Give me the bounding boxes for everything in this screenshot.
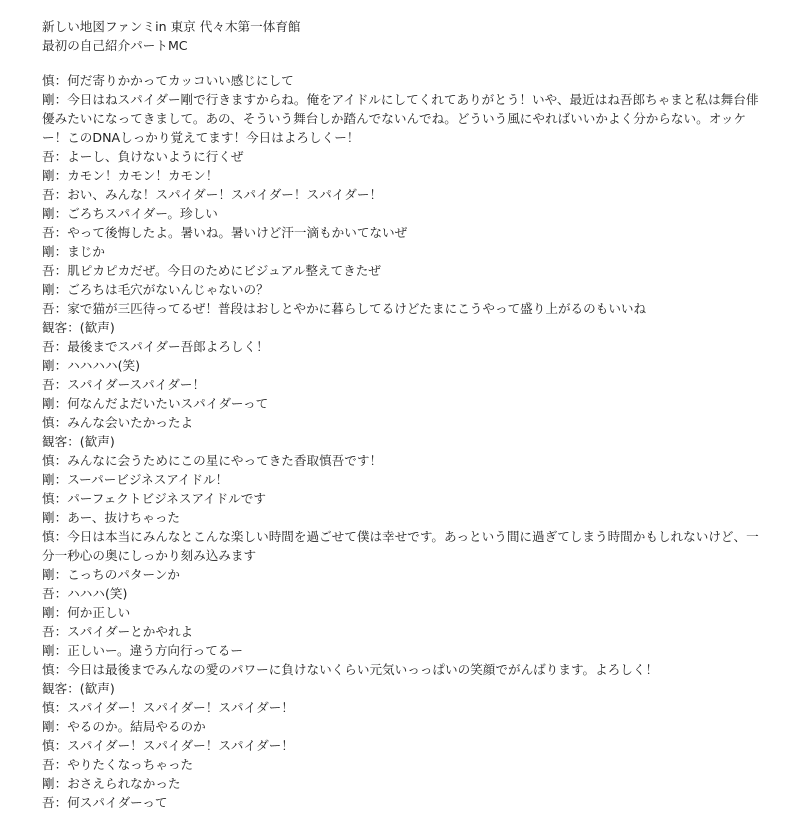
transcript-line: 吾：何スパイダーって (42, 795, 168, 810)
transcript-line: 慎：何だ寄りかかってカッコいい感じにして (42, 73, 294, 88)
transcript-line: 吾：おい、みんな！スパイダー！スパイダー！スパイダー！ (42, 187, 383, 202)
transcript-line: 剛：カモン！カモン！カモン！ (42, 168, 219, 183)
transcript-line: 慎：みんなに会うためにこの星にやってきた香取慎吾です！ (42, 453, 383, 468)
transcript-line: 観客：(歓声) (42, 681, 115, 696)
document-subtitle: 最初の自己紹介パートMC (42, 38, 188, 53)
transcript-line: 剛：何か正しい (42, 605, 131, 620)
transcript-line: 剛：ハハハハ(笑) (42, 358, 140, 373)
transcript-line: 吾：よーし、負けないように行くぜ (42, 149, 244, 164)
transcript-line: 慎：スパイダー！スパイダー！スパイダー！ (42, 700, 294, 715)
transcript-line: 剛：こっちのパターンか (42, 567, 181, 582)
transcript-line: 剛：あー、抜けちゃった (42, 510, 181, 525)
transcript-line: 剛：まじか (42, 244, 105, 259)
transcript-line: 慎：みんな会いたかったよ (42, 415, 194, 430)
transcript-line: 剛：ごろちスパイダー。珍しい (42, 206, 218, 221)
transcript-line: 慎：パーフェクトビジネスアイドルです (42, 491, 266, 506)
transcript-line: 吾：最後までスパイダー吾郎よろしく！ (42, 339, 269, 354)
transcript-line: 剛：今日はねスパイダー剛で行きますからね。俺をアイドルにしてくれてありがとう！いや、最近はね吾郎ちゃまと私は舞台俳優みたいになってきまして。あの、そういう舞台しか踏んでないんでね。どういう風にやればいいかよく分からない。オッケー！このDNAしっかり覚えてます！今日はよろしくー！ (42, 92, 759, 145)
transcript-line: 剛：やるのか。結局やるのか (42, 719, 206, 734)
document-title: 新しい地図ファンミin 東京 代々木第一体育館 (42, 19, 301, 34)
transcript-line: 吾：肌ピカピカだぜ。今日のためにビジュアル整えてきたぜ (42, 263, 381, 278)
transcript-line: 観客：(歓声) (42, 320, 115, 335)
transcript-line: 慎：今日は本当にみんなとこんな楽しい時間を過ごせて僕は幸せです。あっという間に過ぎてしまう時間かもしれないけど、一分一秒心の奥にしっかり刻み込みます (42, 529, 759, 563)
transcript-line: 吾：やって後悔したよ。暑いね。暑いけど汗一滴もかいてないぜ (42, 225, 408, 240)
section-spacer (42, 55, 764, 71)
transcript-line: 吾：スパイダーとかやれよ (42, 624, 194, 639)
transcript-line: 吾：ハハハ(笑) (42, 586, 128, 601)
document-body (42, 17, 764, 812)
transcript-line: 剛：おさえられなかった (42, 776, 181, 791)
transcript-line: 吾：スパイダースパイダー！ (42, 377, 206, 392)
transcript (42, 71, 764, 812)
transcript-line: 剛：何なんだよだいたいスパイダーって (42, 396, 269, 411)
transcript-line: 吾：やりたくなっちゃった (42, 757, 194, 772)
transcript-line: 剛：ごろちは毛穴がないんじゃないの？ (42, 282, 269, 297)
transcript-line: 観客：(歓声) (42, 434, 115, 449)
transcript-line: 剛：正しいー。違う方向行ってるー (42, 643, 243, 658)
transcript-line: 吾：家で猫が三匹待ってるぜ！普段はおしとやかに暮らしてるけどたまにこうやって盛り上がるのもいいね (42, 301, 647, 316)
transcript-line: 慎：今日は最後までみんなの愛のパワーに負けないくらい元気いっっぱいの笑顔でがんばります。よろしく！ (42, 662, 659, 677)
transcript-line: 慎：スパイダー！スパイダー！スパイダー！ (42, 738, 294, 753)
transcript-line: 剛：スーパービジネスアイドル！ (42, 472, 229, 487)
